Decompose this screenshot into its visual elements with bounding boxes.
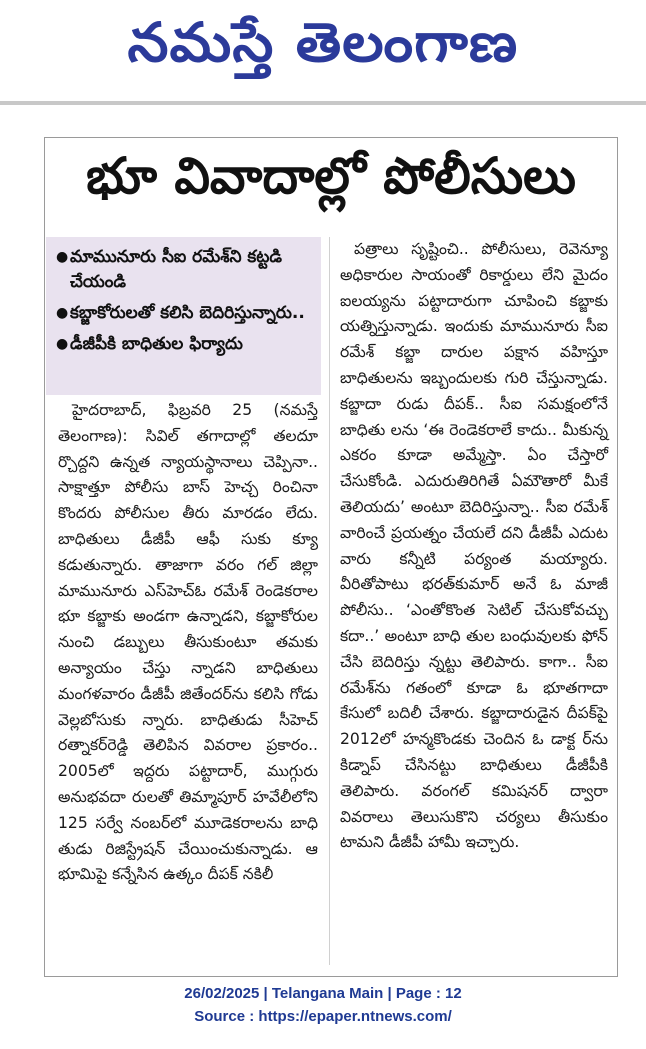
masthead xyxy=(0,0,646,98)
newspaper-logo: నమస్తే తెలంగాణ xyxy=(127,10,519,74)
bullet-icon: ● xyxy=(56,249,69,265)
highlight-item xyxy=(56,301,315,326)
highlight-item xyxy=(56,332,315,357)
column-divider xyxy=(329,237,330,965)
highlights-box xyxy=(46,237,321,395)
bullet-icon: ● xyxy=(56,336,69,352)
highlight-text: డీజీపీకి బాధితుల ఫిర్యాదు xyxy=(70,334,243,354)
body-paragraph: పత్రాలు సృష్టించి.. పోలీసులు, రెవెన్యూ అధికారుల సాయంతో రికార్డులు లేని మైదం ఐలయ్యను పట్టాదారుగా చూపించి కబ్జాకు యత్నిస్తున్నాడు. ఇందుకు మామునూరు సీఐ రమేశ్ కబ్జా దారుల పక్షాన వహిస్తూ బాధితులను ఇబ్బందులకు గురి చేస్తున్నాడు. కబ్జాదా రుడు దీపక్.. సీఐ సమక్షంలోనే బాధితు లను ‘ఈ రెండెకరాలే కాదు.. మీకున్న ఎకరం కూడా అమ్మేస్తా. ఏం చేస్తారో చేసుకోండి. ఎదురుతిరిగితే ఏమౌతారో మీకే తెలియదు’ అంటూ బెదిరిస్తున్నా.. సీఐ రమేశ్ వారించే ప్రయత్నం చేయలే దని డీజీపీ ఎదుట వారు కన్నీటి పర్యంత మయ్యారు. వీరితోపాటు భరత్‌కుమార్ అనే ఓ మాజీ పోలీసు.. ‘ఎంతోకొంత సెటిల్ చేసుకోవచ్చు కదా..’ అంటూ బాధి తుల బంధువులకు ఫోన్ చేసి బెదిరిస్తు న్నట్టు తెలిపారు. కాగా.. సీఐ రమేశ్‌ను గతంలో కూడా ఓ భూతగాదా కేసులో బదిలీ చేశారు. కబ్జాదారుడైన దీపక్‌పై 2012లో హన్మకొండకు చెందిన ఓ డాక్ట ర్‌ను కిడ్నాప్ చేసినట్టు బాధితులు డీజీపీకి తెలిపారు. వరంగల్ కమిషనర్ ద్వారా వివరాలు తెలుసుకొని చర్యలు తీసుకుం టామని డీజీపీ హామీ ఇచ్చారు. xyxy=(340,240,608,852)
article-headline: భూ వివాదాల్లో పోలీసులు xyxy=(86,147,576,205)
body-paragraph: హైదరాబాద్, ఫిబ్రవరి 25 (నమస్తే తెలంగాణ): సివిల్ తగాదాల్లో తలదూ ర్చొద్దని ఉన్నత న్యాయస్థానాలు చెప్పినా.. సాక్షాత్తూ పోలీసు బాస్ హెచ్చ రించినా కొందరు పోలీసుల తీరు మారడం లేదు. బాధితులు డీజీపీ ఆఫీ సుకు క్యూ కడుతున్నారు. తాజాగా వరం గల్ జిల్లా మామునూరు ఎస్‌హెచ్‌ఓ రమేశ్ రెండెకరాల భూ కబ్జాకు అండగా ఉన్నాడని, కబ్జాకోరుల నుంచి డబ్బులు తీసుకుంటూ తమకు అన్యాయం చేస్తు న్నాడని బాధితులు మంగళవారం డీజీపీ జితేందర్‌ను కలిసి గోడు వెల్లబోసుకు న్నారు. బాధితుడు సీహెచ్ రత్నాకర్‌రెడ్డి తెలిపిన వివరాల ప్రకారం.. 2005లో ఇద్దరు పట్టాదార్, ముగ్గురు అనుభవదా రులతో తిమ్మాపూర్ హవేలీలోని 125 సర్వే నంబర్‌లో మూడెకరాలను బాధి తుడు రిజిస్ట్రేషన్ చేయించుకున్నాడు. ఆ భూమిపై కన్నేసిన ఉత్కం దీపక్ నకిలీ xyxy=(58,401,318,884)
masthead-divider xyxy=(0,101,646,105)
bullet-icon: ● xyxy=(56,305,69,321)
footer-source: Source : https://epaper.ntnews.com/ xyxy=(194,1008,452,1025)
highlight-text: మామునూరు సీఐ రమేశ్‌ని కట్టడి చేయండి xyxy=(70,247,283,292)
article-body-right-column xyxy=(340,237,608,856)
article-body-left-column xyxy=(58,398,318,888)
highlight-item xyxy=(56,245,315,295)
highlight-text: కబ్జాకోరులతో కలిసి బెదిరిస్తున్నారు.. xyxy=(70,303,305,323)
footer-date-edition: 26/02/2025 | Telangana Main | Page : 12 xyxy=(184,985,462,1002)
